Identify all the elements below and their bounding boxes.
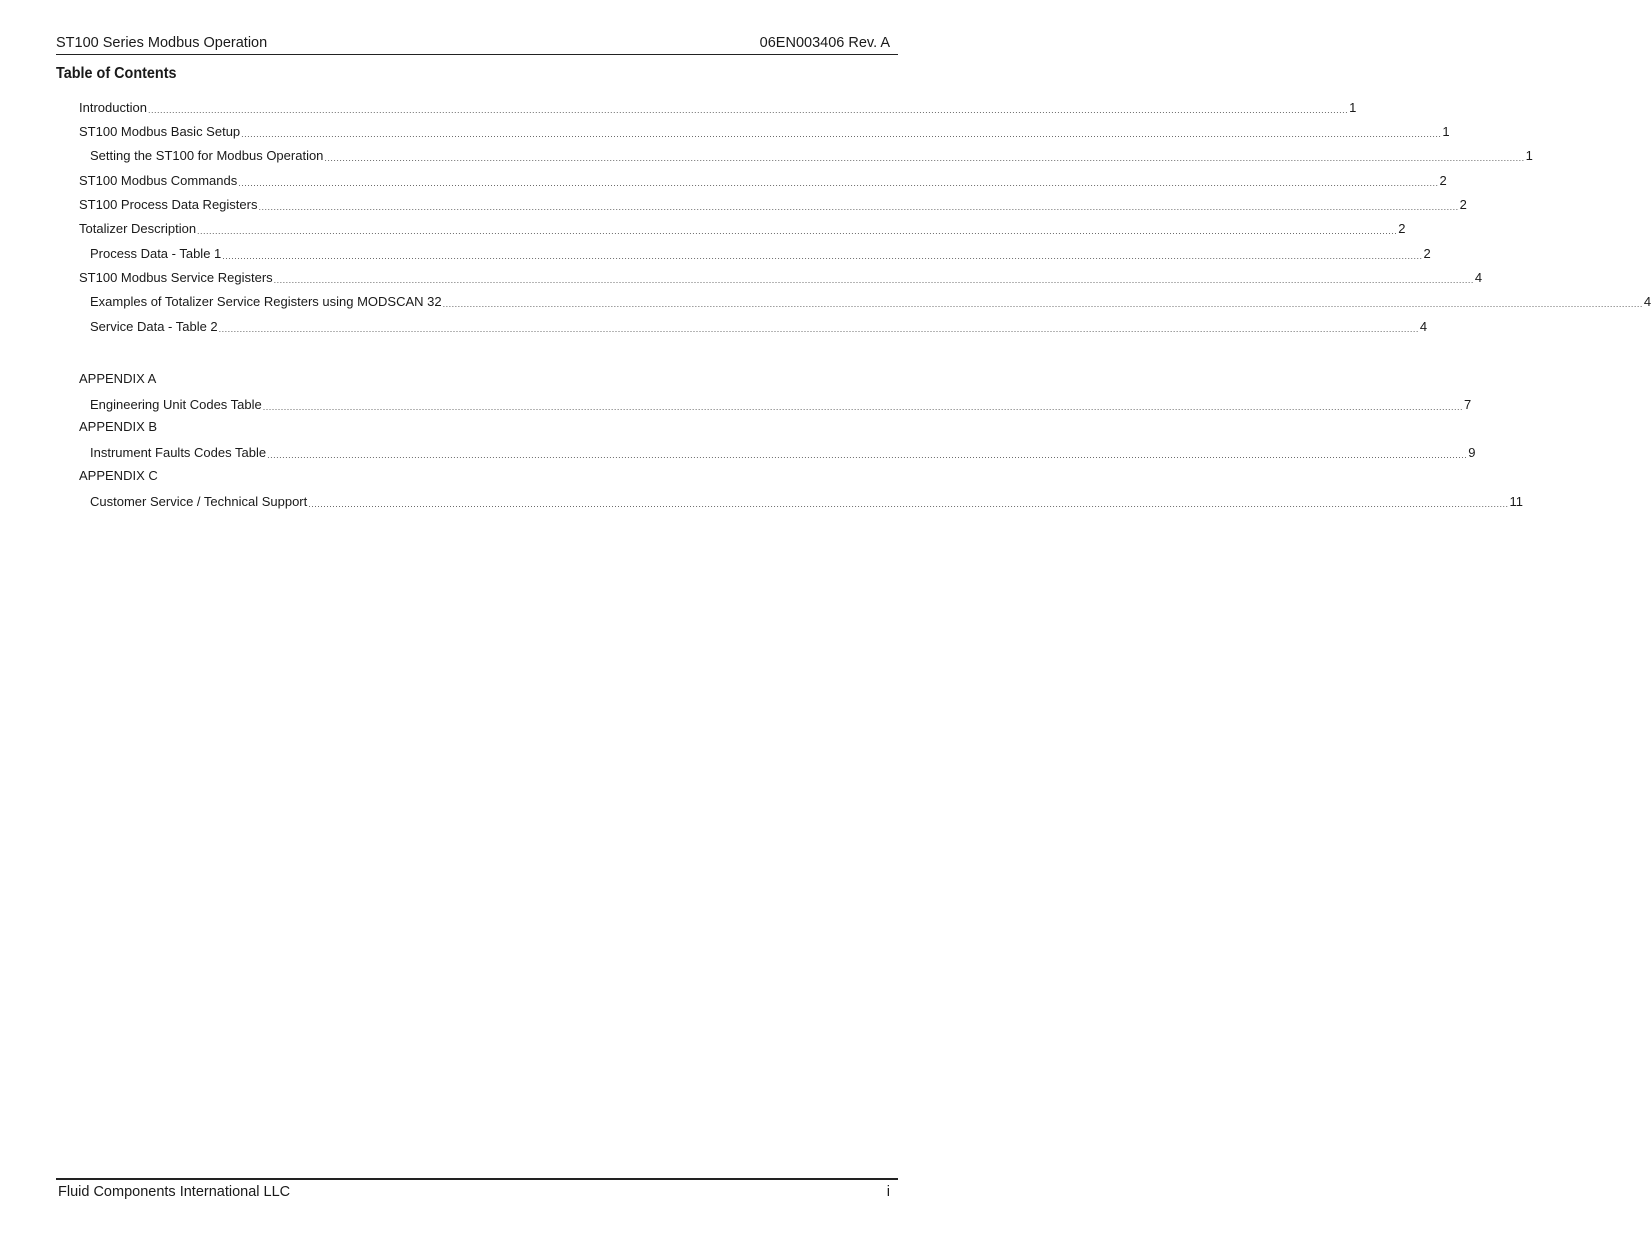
toc-entry-label: Instrument Faults Codes Table [90, 445, 267, 460]
toc-entry[interactable] [90, 146, 1533, 164]
dot-leader: ................................................................................................................................................................................................................................................................................................................................................................................................................ [197, 226, 1398, 236]
dot-leader: ................................................................................................................................................................................................................................................................................................................................................................................................................ [324, 153, 1525, 163]
toc-entry-label: Examples of Totalizer Service Registers using MODSCAN 32 [90, 294, 442, 309]
appendix-c-heading: APPENDIX C [79, 468, 158, 483]
toc-entry-page: 1 [1525, 148, 1533, 163]
dot-leader: ................................................................................................................................................................................................................................................................................................................................................................................................................ [273, 275, 1474, 285]
footer-company-name: Fluid Components International LLC [58, 1184, 291, 1200]
toc-entry[interactable] [79, 122, 1450, 140]
toc-entry[interactable] [79, 98, 1357, 116]
dot-leader: ................................................................................................................................................................................................................................................................................................................................................................................................................ [218, 324, 1419, 334]
toc-entry-page: 11 [1509, 494, 1523, 509]
toc-entry[interactable] [79, 268, 1483, 286]
toc-entry[interactable] [90, 292, 1651, 310]
toc-entry-label: Totalizer Description [79, 221, 197, 236]
toc-entry-label: ST100 Process Data Registers [79, 197, 258, 212]
toc-entry-label: Setting the ST100 for Modbus Operation [90, 148, 324, 163]
toc-title: Table of Contents [56, 65, 177, 82]
toc-entry[interactable] [79, 195, 1467, 213]
dot-leader: ................................................................................................................................................................................................................................................................................................................................................................................................................ [262, 402, 1463, 412]
toc-entry-page: 4 [1643, 294, 1651, 309]
toc-entry-label: Customer Service / Technical Support [90, 494, 308, 509]
toc-entry-page: 2 [1459, 197, 1467, 212]
toc-entry-page: 2 [1423, 246, 1431, 261]
toc-entry-page: 4 [1419, 319, 1428, 334]
dot-leader: ................................................................................................................................................................................................................................................................................................................................................................................................................ [267, 450, 1468, 460]
toc-entry-label: ST100 Modbus Commands [79, 173, 238, 188]
footer-page-number: i [886, 1184, 890, 1200]
dot-leader: ................................................................................................................................................................................................................................................................................................................................................................................................................ [258, 202, 1459, 212]
page-footer [56, 1178, 898, 1202]
toc-entry[interactable] [90, 443, 1476, 461]
toc-entry-label: ST100 Modbus Basic Setup [79, 124, 241, 139]
toc-entry[interactable] [90, 317, 1428, 335]
page-header [56, 33, 898, 55]
dot-leader: ................................................................................................................................................................................................................................................................................................................................................................................................................ [241, 129, 1442, 139]
dot-leader: ................................................................................................................................................................................................................................................................................................................................................................................................................ [442, 299, 1643, 309]
toc-entry-label: Engineering Unit Codes Table [90, 397, 262, 412]
appendix-a-heading: APPENDIX A [79, 371, 157, 386]
toc-entry[interactable] [79, 219, 1406, 237]
toc-entry[interactable] [90, 492, 1523, 510]
toc-entry-page: 2 [1439, 173, 1447, 188]
toc-entry-page: 1 [1442, 124, 1450, 139]
toc-entry[interactable] [90, 395, 1472, 413]
header-document-number: 06EN003406 Rev. A [759, 35, 890, 51]
toc-entry-label: ST100 Modbus Service Registers [79, 270, 273, 285]
toc-entry-page: 1 [1349, 100, 1357, 115]
toc-entry-page: 7 [1463, 397, 1472, 412]
toc-entry-label: Introduction [79, 100, 147, 115]
dot-leader: ................................................................................................................................................................................................................................................................................................................................................................................................................ [147, 105, 1349, 115]
dot-leader: ................................................................................................................................................................................................................................................................................................................................................................................................................ [238, 178, 1439, 188]
toc-entry-page: 4 [1474, 270, 1483, 285]
toc-entry-label: Process Data - Table 1 [90, 246, 222, 261]
toc-entry[interactable] [90, 244, 1431, 262]
appendix-b-heading: APPENDIX B [79, 419, 158, 434]
dot-leader: ................................................................................................................................................................................................................................................................................................................................................................................................................ [308, 499, 1509, 509]
toc-entry[interactable] [79, 171, 1447, 189]
toc-entry-page: 9 [1468, 445, 1476, 460]
header-document-title: ST100 Series Modbus Operation [56, 35, 268, 51]
dot-leader: ................................................................................................................................................................................................................................................................................................................................................................................................................ [222, 251, 1423, 261]
toc-entry-label: Service Data - Table 2 [90, 319, 218, 334]
toc-entry-page: 2 [1398, 221, 1406, 236]
